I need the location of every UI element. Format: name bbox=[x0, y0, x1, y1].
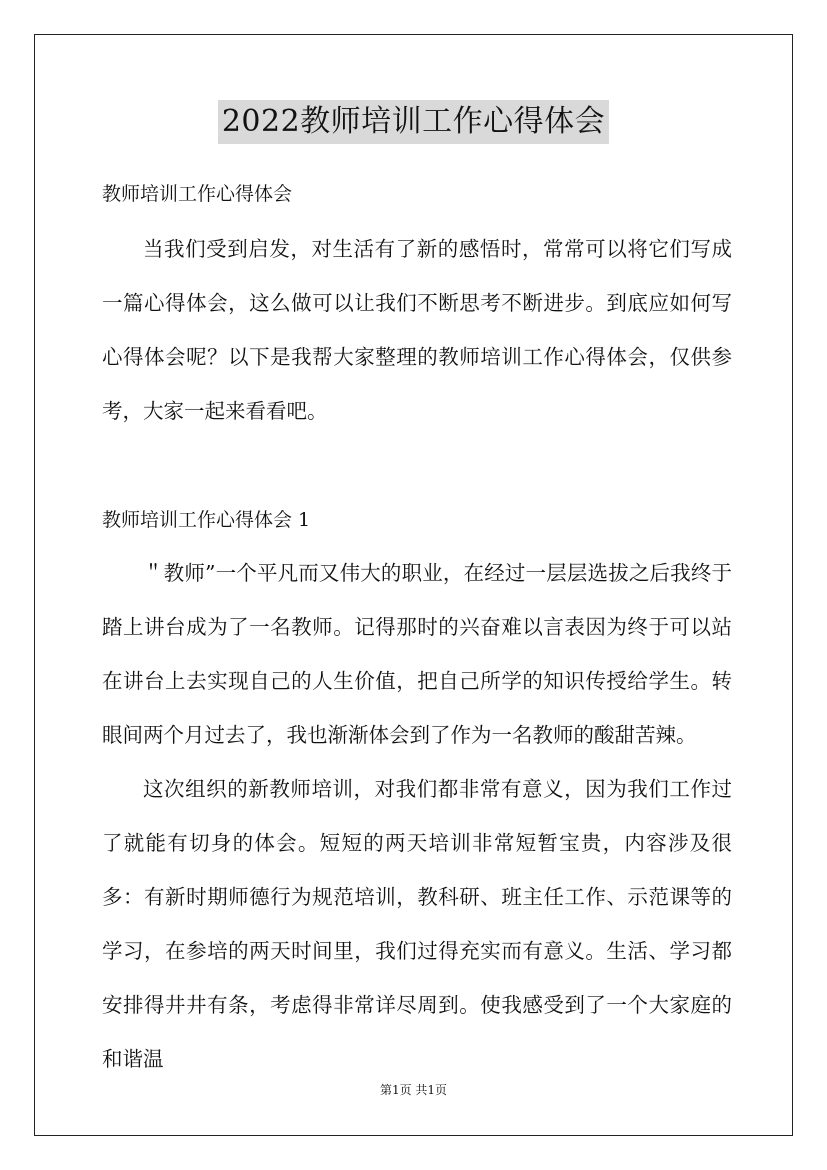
section1-heading: 教师培训工作心得体会 1 bbox=[102, 509, 311, 531]
intro-paragraph bbox=[102, 222, 732, 438]
page-footer bbox=[0, 1082, 827, 1098]
document-title: 2022教师培训工作心得体会 bbox=[218, 100, 609, 144]
title-container bbox=[0, 100, 827, 144]
intro-heading: 教师培训工作心得体会 bbox=[102, 183, 293, 205]
page-number-label: 第1页 共1页 bbox=[379, 1083, 448, 1097]
section1-paragraph-2-text: 这次组织的新教师培训，对我们都非常有意义，因为我们工作过了就能有切身的体会。短短的两天培训非常短暂宝贵，内容涉及很多：有新时期师德行为规范培训，教科研、班主任工作、示范课等的学习，在参培的两天时间里，我们过得充实而有意义。生活、学习都安排得井井有条，考虑得非常详尽周到。使我感受到了一个大家庭的和谐温 bbox=[102, 777, 732, 1071]
section1-paragraph-2 bbox=[102, 762, 732, 1086]
section1-paragraph-1 bbox=[102, 546, 732, 762]
section1-paragraph-1-text: ＂教师”一个平凡而又伟大的职业，在经过一层层选拔之后我终于踏上讲台成为了一名教师。记得那时的兴奋难以言表因为终于可以站在讲台上去实现自己的人生价值，把自己所学的知识传授给学生。转眼间两个月过去了，我也渐渐体会到了作为一名教师的酸甜苦辣。 bbox=[102, 561, 732, 747]
intro-paragraph-text: 当我们受到启发，对生活有了新的感悟时，常常可以将它们写成一篇心得体会，这么做可以让我们不断思考不断进步。到底应如何写心得体会呢？以下是我帮大家整理的教师培训工作心得体会，仅供参考，大家一起来看看吧。 bbox=[102, 237, 732, 423]
